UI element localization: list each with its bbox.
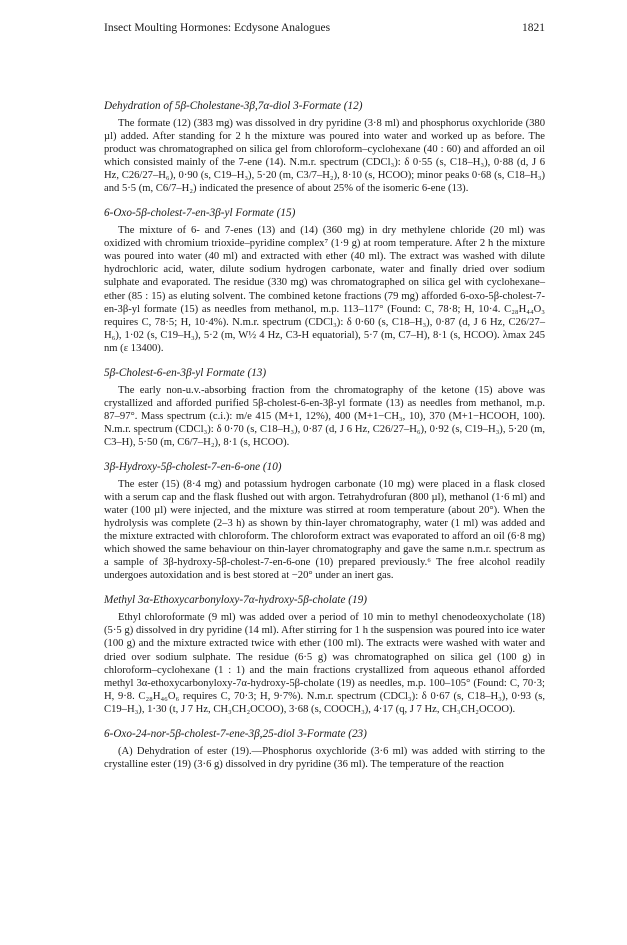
section-heading: 5β-Cholest-6-en-3β-yl Formate (13) — [104, 366, 267, 379]
section-heading: 6-Oxo-24-nor-5β-cholest-7-ene-3β,25-diol 3-Formate (23) — [104, 727, 367, 740]
section-nor-diol-formate — [104, 728, 545, 771]
running-head — [104, 22, 545, 34]
page-number: 1821 — [522, 22, 545, 34]
section-heading: Dehydration of 5β-Cholestane-3β,7α-diol 3-Formate (12) — [104, 100, 363, 112]
article-body — [104, 100, 545, 771]
section-cholestenyl-formate — [104, 367, 545, 449]
section-paragraph: Ethyl chloroformate (9 ml) was added over a period of 10 min to methyl chenodeoxycholate (18) (5·5 g) dissolved in dry pyridine (14 ml). After stirring for 1 h the suspension was poured into ice water (100 g) and the mixture extracted twice with ether (100 ml). The extracts were washed with water and dried over sodium sulphate. The residue (6·5 g) was chromatographed on silica gel (100 g) in chloroform–cyclohexane (1 : 1) and the main fractions crystallized from aqueous ethanol afforded methyl 3α-ethoxycarbonyloxy-7α-hydroxy-5β-cholate (19) as needles, m.p. 100–105° (Found: C, 70·3; H, 9·8. C₂₈H₄₆O₆ requires C, 70·3; H, 9·7%). N.m.r. spectrum (CDCl₃): δ 0·67 (s, C18–H₃), 0·93 (s, C19–H₃), 1·30 (t, J 7 Hz, CH₃CH₂OCOO), 3·68 (s, COOCH₃), 4·17 (q, J 7 Hz, CH₃CH₂OCOO). — [104, 612, 545, 715]
section-paragraph: The mixture of 6- and 7-enes (13) and (14) (360 mg) in dry methylene chloride (20 ml) was oxidized with chromium trioxide–pyridine complex⁷ (1·9 g) at room temperature. After 2 h the mixture was poured into water (40 ml) and extracted with ether (40 ml). The extract was washed with dilute hydrochloric acid, water, dilute sodium hydrogen carbonate, water and finally dried over sodium sulphate and evaporated. The residue (330 mg) was chromatographed on silica gel with cyclohexane–ether (85 : 15) as eluting solvent. The combined ketone fractions (79 mg) afforded 6-oxo-5β-cholest-7-en-3β-yl formate (15) as needles from methanol, m.p. 113–117° (Found: C, 78·8; H, 10·4. C₂₈H₄₄O₃ requires C, 78·5; H, 10·4%). N.m.r. spectrum (CDCl₃): δ 0·60 (s, C18–H₃), 0·87 (d, J 6 Hz, C26/27–H₆), 1·02 (s, C19–H₃), 5·2 (m, W½ 4 Hz, C3-H equatorial), 5·7 (m, C7–H), 8·1 (s, HCOO). λmax 245 nm (ε 13400). — [104, 225, 545, 354]
section-hydroxy-enone — [104, 461, 545, 582]
section-methyl-cholate — [104, 594, 545, 715]
section-heading: 6-Oxo-5β-cholest-7-en-3β-yl Formate (15) — [104, 207, 296, 220]
section-dehydration — [104, 100, 545, 195]
section-paragraph: The early non-u.v.-absorbing fraction from the chromatography of the ketone (15) above was crystallized and afforded purified 5β-cholest-6-en-3β-yl formate (13) as needles from methanol, m.p. 87–97°. Mass spectrum (c.i.): m/e 415 (M+1, 12%), 400 (M+1−CH₃, 10), 370 (M+1−HCOOH, 100). N.m.r. spectrum (CDCl₃): δ 0·70 (s, C18–H₃), 0·87 (d, J 6 Hz, C26/27–H₆), 0·92 (s, C19–H₃), 5·20 (m, C3–H), 5·50 (m, C6/7–H₂), 8·1 (s, HCOO). — [104, 384, 545, 448]
section-paragraph: The formate (12) (383 mg) was dissolved in dry pyridine (3·8 ml) and phosphorus oxychloride (380 µl) added. After standing for 2 h the mixture was poured into water and worked up as before. The product was chromatographed on silica gel from chloroform–cyclohexane (40 : 60) and afforded an oil which consisted mainly of the 7-ene (14). N.m.r. spectrum (CDCl₃): δ 0·55 (s, C18–H₃), 0·88 (d, J 6 Hz, C26/27–H₆), 0·90 (s, C19–H₃), 5·20 (m, C3/7–H₂), 8·10 (s, HCOO); minor peaks 0·68 (s, C18–H₃) and 5·5 (m, C6/7–H₂) indicated the presence of about 25% of the isomeric 6-ene (13). — [104, 118, 545, 195]
section-paragraph: (A) Dehydration of ester (19).—Phosphorus oxychloride (3·6 ml) was added with stirring to the crystalline ester (19) (3·6 g) dissolved in dry pyridine (36 ml). The temperature of the reaction — [104, 745, 545, 770]
section-oxo-formate — [104, 207, 545, 354]
section-heading: 3β-Hydroxy-5β-cholest-7-en-6-one (10) — [104, 460, 282, 473]
running-title: Insect Moulting Hormones: Ecdysone Analogues — [104, 22, 331, 34]
section-paragraph: The ester (15) (8·4 mg) and potassium hydrogen carbonate (10 mg) were placed in a flask closed with a serum cap and the flask flushed out with argon. Tetrahydrofuran (800 µl), methanol (1·6 ml) and water (100 µl) were injected, and the mixture was stirred at room temperature (about 20°). When the hydrolysis was complete (2–3 h) as shown by thin-layer chromatography, water (1 ml) was added and the mixture extracted with chloroform. The chloroform extract was evaporated to afford an oil (6·8 mg) which showed the same behaviour on thin-layer chromatography and gave the same n.m.r. spectrum as a sample of 3β-hydroxy-5β-cholest-7-en-6-one (10) prepared previously.⁶ The free alcohol readily undergoes autoxidation and is best stored at −20° under an inert gas. — [104, 478, 545, 582]
section-heading: Methyl 3α-Ethoxycarbonyloxy-7α-hydroxy-5β-cholate (19) — [104, 594, 367, 607]
